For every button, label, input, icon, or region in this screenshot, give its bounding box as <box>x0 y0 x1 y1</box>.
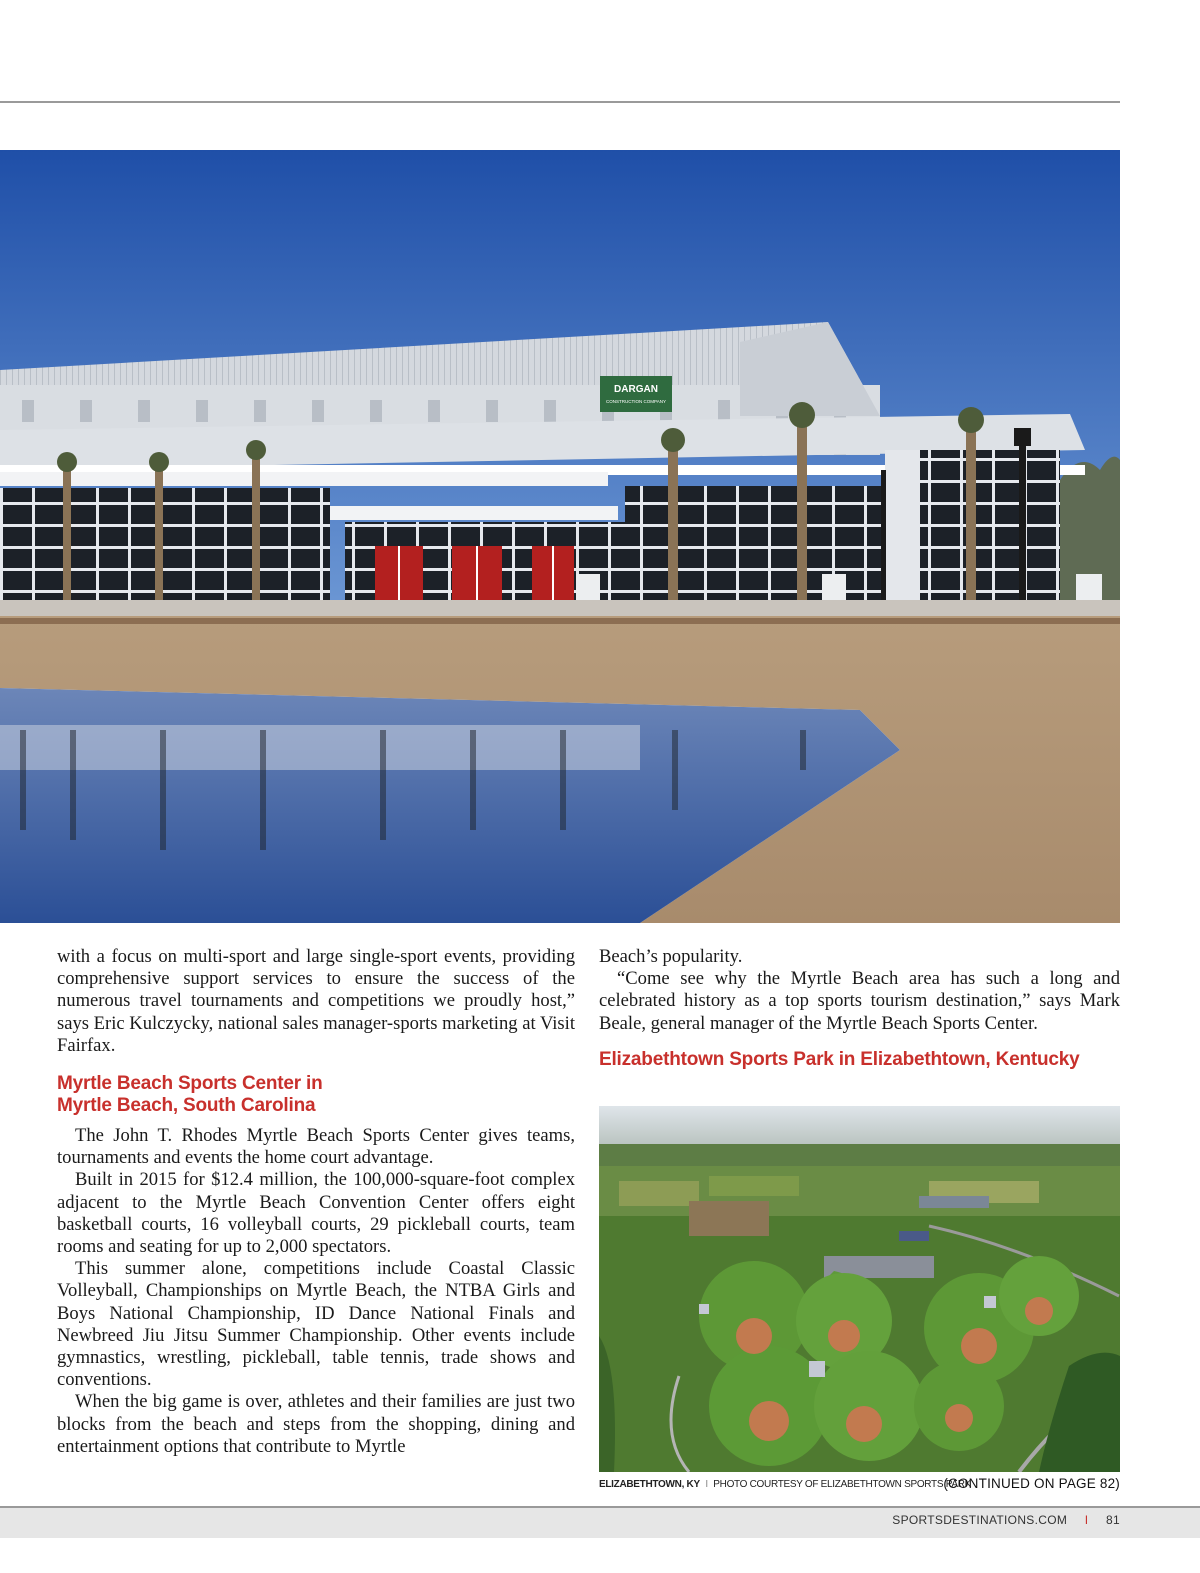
caption-credit: PHOTO COURTESY OF ELIZABETHTOWN SPORTS PARK <box>713 1479 971 1490</box>
right-paragraph-1: Beach’s popularity. <box>599 946 743 967</box>
left-paragraph-3: Built in 2015 for $12.4 million, the 100,000-square-foot complex adjacent to the Myrtle Beach Convention Center offers eight basketball courts, 16 volleyball courts, 29 pickleball courts, team rooms and seating for up to 2,000 spectators. <box>57 1169 575 1258</box>
right-paragraph-2: “Come see why the Myrtle Beach area has such a long and celebrated history as a top sports tourism destination,” says Mark Beale, general manager of the Myrtle Beach Sports Center. <box>599 968 1120 1034</box>
footer-divider: I <box>1084 1513 1089 1527</box>
aerial-photo-elizabethtown <box>599 1106 1120 1472</box>
subhead-myrtle-beach <box>57 1073 575 1117</box>
caption-separator: I <box>705 1479 708 1490</box>
left-column <box>57 946 575 1458</box>
left-paragraph-4: This summer alone, competitions include Coastal Classic Volleyball, Championships on Myrtle Beach, the NTBA Girls and Boys National Championship, ID Dance National Finals and Newbreed Jiu Jitsu Summer Championship. Other events include gymnastics, wrestling, pickleball, table tennis, trade shows and conventions. <box>57 1258 575 1391</box>
page-number: 81 <box>1106 1513 1120 1527</box>
sign-text-construction: CONSTRUCTION COMPANY <box>606 399 666 404</box>
left-paragraph-5: When the big game is over, athletes and their families are just two blocks from the beach and steps from the shopping, dining and entertainment options that contribute to Myrtle <box>57 1391 575 1457</box>
photo-caption <box>599 1478 971 1492</box>
top-rule <box>0 101 1120 103</box>
subhead-myrtle-beach-line-1: Myrtle Beach Sports Center in <box>57 1073 323 1095</box>
footer-site: SPORTSDESTINATIONS.COM <box>892 1513 1068 1527</box>
left-paragraph-1: with a focus on multi-sport and large single-sport events, providing comprehensive support services to ensure the success of the numerous travel tournaments and competitions we proudly host,” says Eric Kulczycky, national sales manager-sports marketing at Visit Fairfax. <box>57 946 575 1056</box>
caption-place: ELIZABETHTOWN, KY <box>599 1479 700 1490</box>
sign-text-dargan: DARGAN <box>614 384 658 395</box>
right-column <box>599 946 1120 1079</box>
left-paragraph-2: The John T. Rhodes Myrtle Beach Sports Center gives teams, tournaments and events the home court advantage. <box>57 1125 575 1169</box>
footer <box>892 1513 1120 1527</box>
subhead-elizabethtown: Elizabethtown Sports Park in Elizabethtown, Kentucky <box>599 1048 1080 1070</box>
subhead-myrtle-beach-line-2: Myrtle Beach, South Carolina <box>57 1095 316 1117</box>
continued-on-page: (CONTINUED ON PAGE 82) <box>943 1476 1120 1491</box>
hero-photo-sports-center <box>0 150 1120 923</box>
